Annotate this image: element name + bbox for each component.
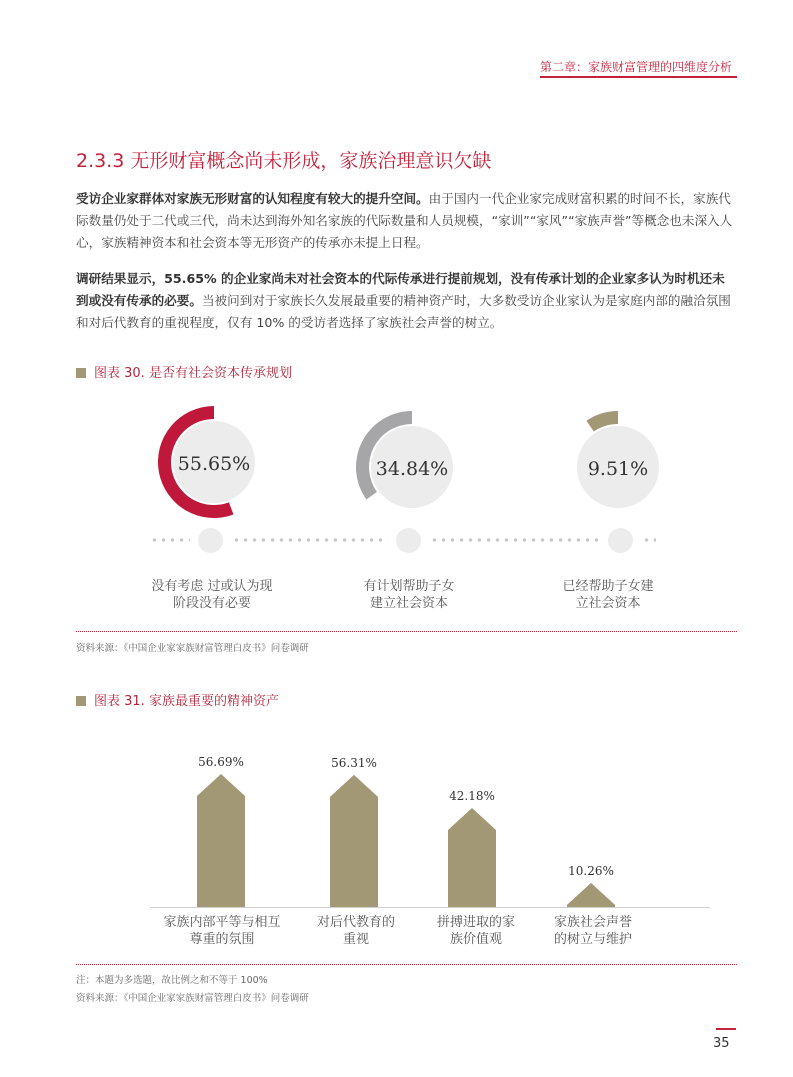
header-rule	[540, 76, 737, 78]
bar-category-label: 拼搏进取的家 族价值观	[436, 915, 515, 947]
figure-30-title-text: 图表 30. 是否有社会资本传承规划	[94, 366, 292, 381]
bar-4	[567, 864, 615, 907]
dotted-segment	[150, 538, 190, 542]
figure-marker-icon	[76, 696, 86, 706]
donut-category-label: 没有考虑 过或认为现 阶段没有必要	[151, 579, 273, 611]
bar-category-label: 家族内部平等与相互 尊重的氛围	[163, 915, 281, 947]
bar-category-label: 对后代教育的 重视	[316, 915, 395, 947]
note-divider	[76, 964, 737, 965]
bar-value-label: 10.26%	[568, 863, 614, 878]
dotted-segment	[642, 538, 656, 542]
chapter-header: 第二章：家族财富管理的四维度分析	[540, 60, 733, 74]
donut-3	[577, 411, 659, 508]
timeline-dots	[150, 532, 660, 548]
bar-2	[330, 756, 378, 907]
bar-value-label: 56.69%	[198, 755, 244, 769]
timeline-node-1	[198, 528, 223, 553]
figure-31-title	[76, 690, 279, 709]
bar-shape	[330, 775, 378, 907]
donut-value-label: 9.51%	[587, 458, 649, 480]
page-number-rule	[716, 1028, 736, 1030]
donut-chart	[0, 395, 793, 540]
timeline-node-3	[608, 528, 633, 553]
page-number: 35	[713, 1036, 730, 1051]
bar-category-label: 家族社会声誉 的树立与维护	[553, 915, 632, 947]
bar-shape	[197, 774, 245, 907]
donut-category-label: 有计划帮助子女 建立社会资本	[363, 579, 455, 611]
donut-category-label: 已经帮助子女建 立社会资本	[562, 579, 654, 611]
paragraph-1	[76, 188, 736, 254]
bar-1	[197, 755, 245, 907]
bar-shape	[567, 883, 615, 907]
timeline-node-2	[396, 528, 421, 553]
figure-31-note: 注：本题为多选题，故比例之和不等于 100%	[76, 975, 268, 986]
paragraph-1-lead: 受访企业家群体对家族无形财富的认知程度有较大的提升空间。	[76, 191, 429, 206]
figure-31-source: 资料来源：《中国企业家家族财富管理白皮书》问卷调研	[76, 993, 309, 1004]
figure-31-title-text: 图表 31. 家族最重要的精神资产	[94, 694, 279, 709]
paragraph-2-body: 当被问到对于家族长久发展最重要的精神资产时，大多数受访企业家认为是家庭内部的融洽氛围和对后代教育的重视程度，仅有 10% 的受访者选择了家族社会声誉的树立。	[76, 293, 731, 330]
bar-shape	[448, 808, 496, 907]
figure-30-source: 资料来源：《中国企业家家族财富管理白皮书》问卷调研	[76, 643, 309, 654]
bar-chart	[150, 725, 710, 910]
bar-value-label: 56.31%	[331, 755, 377, 770]
figure-30-title	[76, 362, 292, 381]
donut-value-label: 34.84%	[375, 458, 449, 480]
donut-2	[356, 411, 453, 508]
donut-value-label: 55.65%	[177, 453, 251, 475]
paragraph-1-body: 由于国内一代企业家完成财富积累的时间不长，家族代际数量仍处于二代或三代，尚未达到海外知名家族的代际数量和人员规模，“家训”“家风”“家族声誉”等概念也未深入人心，家族精神资本和社会资本等无形资产的传承亦未提上日程。	[76, 191, 733, 250]
dotted-segment	[232, 538, 388, 542]
figure-marker-icon	[76, 368, 86, 378]
bar-3	[448, 789, 496, 907]
paragraph-2	[76, 268, 736, 334]
source-divider	[76, 631, 737, 632]
paragraph-2-lead: 调研结果显示，55.65% 的企业家尚未对社会资本的代际传承进行提前规划，没有传承计划的企业家多认为时机还未到或没有传承的必要。	[76, 271, 725, 308]
bar-value-label: 42.18%	[449, 789, 495, 804]
donut-1	[158, 406, 255, 518]
section-title: 2.3.3 无形财富概念尚未形成，家族治理意识欠缺	[76, 150, 492, 172]
dotted-segment	[430, 538, 600, 542]
